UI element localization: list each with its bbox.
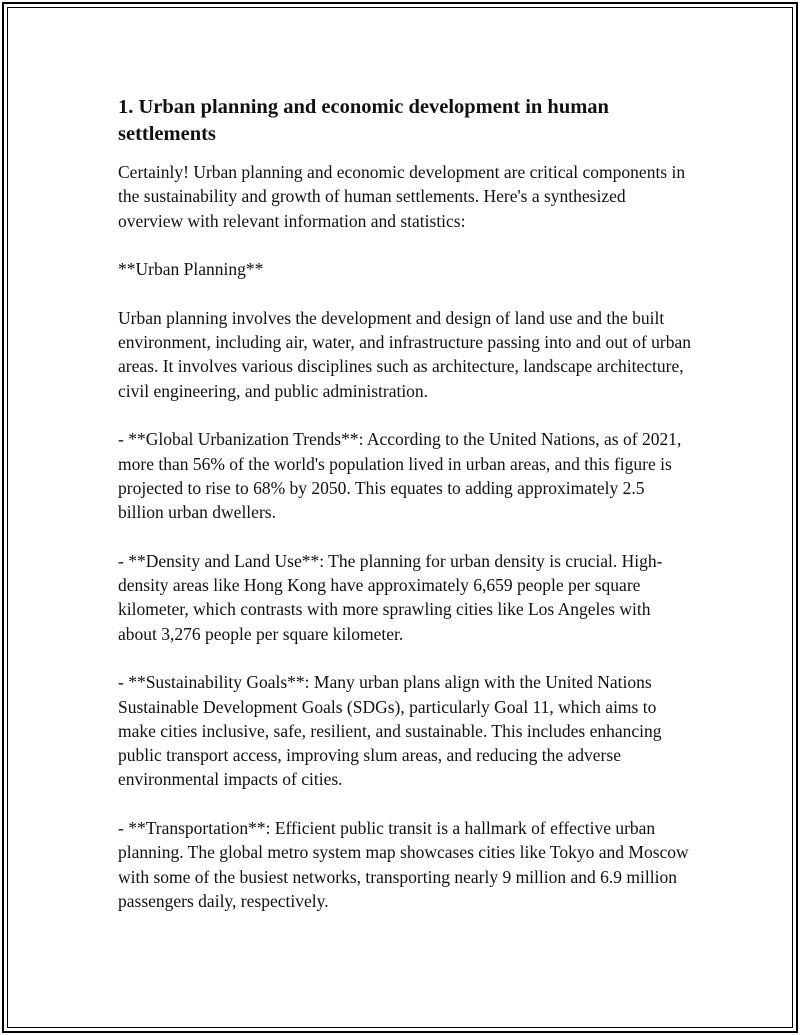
document-content xyxy=(118,94,693,938)
paragraph-transportation: - **Transportation**: Efficient public transit is a hallmark of effective urban planning. The global metro system map showcases cities like Tokyo and Moscow with some of the busiest networks, transporting nearly 9 million and 6.9 million passengers daily, respectively. xyxy=(118,818,689,911)
document-body xyxy=(118,160,693,913)
paragraph-urban-planning: Urban planning involves the development and design of land use and the built environment, including air, water, and infrastructure passing into and out of urban areas. It involves various disciplines such as architecture, landscape architecture, civil engineering, and public administration. xyxy=(118,307,692,401)
paragraph-intro: Certainly! Urban planning and economic development are critical components in the sustainability and growth of human settlements. Here's a synthesized overview with relevant information and statistics: xyxy=(118,162,686,231)
document-title: 1. Urban planning and economic development in human settlements xyxy=(118,96,609,145)
paragraph-global-urbanization: - **Global Urbanization Trends**: According to the United Nations, as of 2021, more than 56% of the world's population lived in urban areas, and this figure is projected to rise to 68% by 2050. This equates to adding approximately 2.5 billion urban dwellers. xyxy=(118,429,682,523)
paragraph-density-land-use: - **Density and Land Use**: The planning for urban density is crucial. High-density areas like Hong Kong have approximately 6,659 people per square kilometer, which contrasts with more sprawling cities like Los Angeles with about 3,276 people per square kilometer. xyxy=(118,550,663,644)
paragraph-sustainability-goals: - **Sustainability Goals**: Many urban plans align with the United Nations Sustainable Development Goals (SDGs), particularly Goal 11, which aims to make cities inclusive, safe, resilient, and sustainable. This includes enhancing public transport access, improving slum areas, and reducing the adverse environmental impacts of cities. xyxy=(118,672,662,790)
paragraph-section-heading: **Urban Planning** xyxy=(118,259,264,280)
